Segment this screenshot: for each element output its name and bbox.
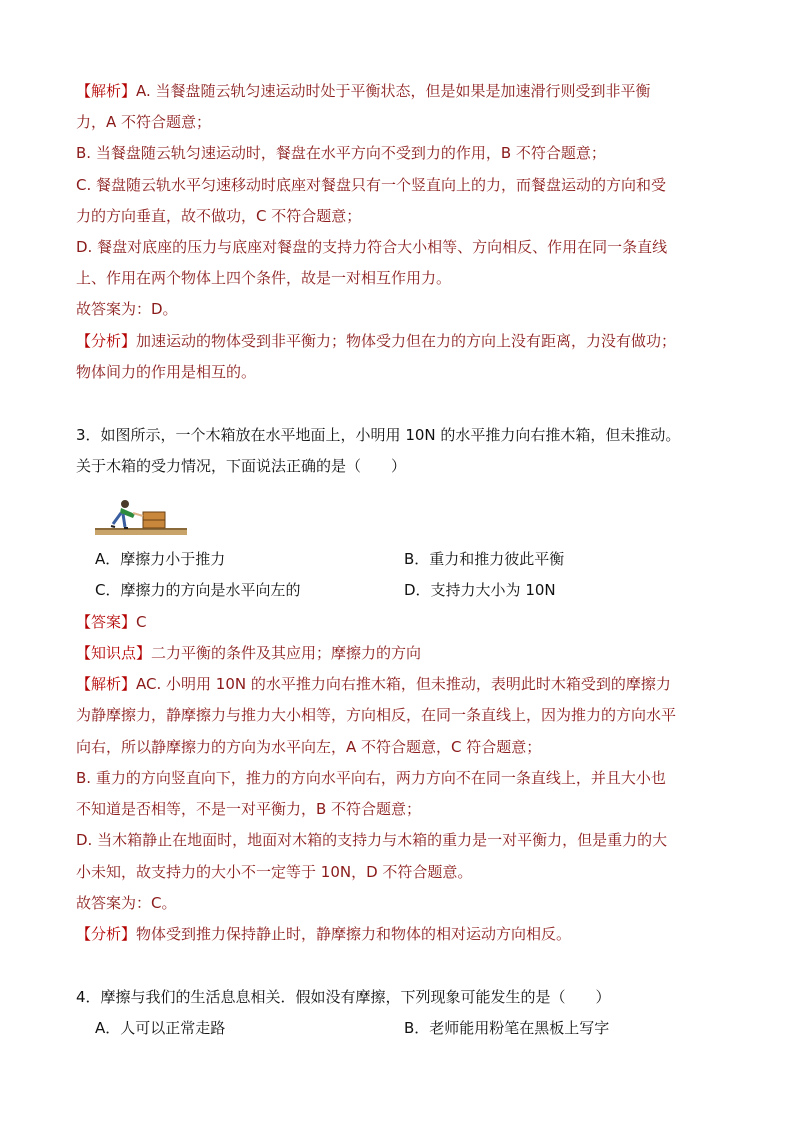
q3-option-d[interactable]: D．支持力大小为 10N <box>404 581 556 599</box>
fenxi-tag: 【分析】 <box>76 925 137 943</box>
q3-option-a[interactable]: A．摩擦力小于推力 <box>95 550 226 568</box>
daan-tag: 【答案】 <box>76 613 137 631</box>
q2-option-c-explain-2: 力的方向垂直，故不做功，C 不符合题意； <box>76 207 362 225</box>
q2-fenxi-text: 加速运动的物体受到非平衡力；物体受力但在力的方向上没有距离，力没有做功； <box>136 332 677 350</box>
q2-answer-line: 故答案为：D。 <box>76 300 178 318</box>
q3-option-d-explain-2: 小未知，故支持力的大小不一定等于 10N，D 不符合题意。 <box>76 863 473 881</box>
zhishidian-tag: 【知识点】 <box>76 644 152 662</box>
q2-option-b-explain: B. 当餐盘随云轨匀速运动时，餐盘在水平方向不受到力的作用，B 不符合题意； <box>76 144 606 162</box>
q4-options-row1 <box>95 1018 610 1038</box>
q3-option-b-explain-1: B. 重力的方向竖直向下，推力的方向水平向右，两力方向不在同一条直线上，并且大小也 <box>76 769 666 787</box>
q3-option-c[interactable]: C．摩擦力的方向是水平向左的 <box>95 581 301 599</box>
jiexi-tag: 【解析】 <box>76 675 137 693</box>
q2-option-c-explain-1: C. 餐盘随云轨水平匀速移动时底座对餐盘只有一个竖直向上的力，而餐盘运动的方向和受 <box>76 176 667 194</box>
q3-options-row1 <box>95 549 565 569</box>
q3-fenxi-text: 物体受到推力保持静止时，静摩擦力和物体的相对运动方向相反。 <box>136 925 572 943</box>
q3-jiexi-line3: 向右，所以静摩擦力的方向为水平向左，A 不符合题意，C 符合题意； <box>76 738 542 756</box>
q3-jiexi-text: AC. 小明用 10N 的水平推力向右推木箱，但未推动，表明此时木箱受到的摩擦力 <box>136 675 671 693</box>
q2-jiexi-text: A. 当餐盘随云轨匀速运动时处于平衡状态，但是如果是加速滑行则受到非平衡 <box>136 82 651 100</box>
q3-stem-line2: 关于木箱的受力情况，下面说法正确的是（ ） <box>76 457 407 475</box>
q3-jiexi-line1 <box>76 674 671 694</box>
q3-options-row2 <box>95 580 556 600</box>
q3-option-d-explain-1: D. 当木箱静止在地面时，地面对木箱的支持力与木箱的重力是一对平衡力，但是重力的大 <box>76 831 668 849</box>
q3-answer-row <box>76 612 147 632</box>
q3-option-b[interactable]: B．重力和推力彼此平衡 <box>404 550 565 568</box>
q4-option-a[interactable]: A．人可以正常走路 <box>95 1019 226 1037</box>
q2-fenxi-line2: 物体间力的作用是相互的。 <box>76 363 257 381</box>
q4-stem: 4．摩擦与我们的生活息息相关．假如没有摩擦，下列现象可能发生的是（ ） <box>76 988 611 1006</box>
q3-jiexi-line2: 为静摩擦力，静摩擦力与推力大小相等，方向相反，在同一条直线上，因为推力的方向水平 <box>76 706 677 724</box>
q3-answer-line: 故答案为：C。 <box>76 894 177 912</box>
q4-option-b[interactable]: B．老师能用粉笔在黑板上写字 <box>404 1019 610 1037</box>
fenxi-tag: 【分析】 <box>76 332 137 350</box>
q2-option-d-explain-2: 上、作用在两个物体上四个条件，故是一对相互作用力。 <box>76 269 452 287</box>
q3-knowledge-row <box>76 643 421 663</box>
jiexi-tag: 【解析】 <box>76 82 137 100</box>
q2-jiexi-line1 <box>76 81 651 101</box>
q2-jiexi-line2: 力，A 不符合题意； <box>76 113 212 131</box>
push-box-figure <box>95 496 187 536</box>
q3-stem-line1: 3．如图所示，一个木箱放在水平地面上，小明用 10N 的水平推力向右推木箱，但未推动。 <box>76 426 681 444</box>
q3-fenxi-row <box>76 924 571 944</box>
q3-answer-value: C <box>136 613 147 631</box>
boy-pushing-box-illustration <box>95 496 187 536</box>
q2-option-d-explain-1: D. 餐盘对底座的压力与底座对餐盘的支持力符合大小相等、方向相反、作用在同一条直线 <box>76 238 668 256</box>
q2-fenxi-line1 <box>76 331 676 351</box>
q3-knowledge-text: 二力平衡的条件及其应用；摩擦力的方向 <box>151 644 422 662</box>
q3-option-b-explain-2: 不知道是否相等，不是一对平衡力，B 不符合题意； <box>76 800 422 818</box>
